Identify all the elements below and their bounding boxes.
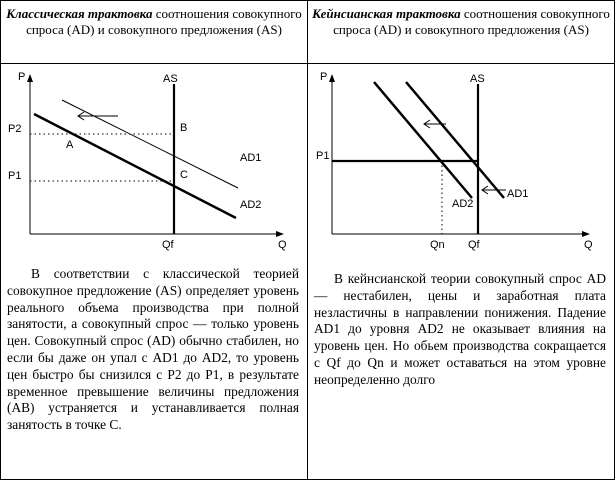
left-body-text: В соответствии с классической теорией совокупное предложение (AS) определяет уровень реального объема производства при полной занятости, а совокупный спрос — только уровень цен. Совокупный спрос (AD) обычно стабилен, но если бы даже он упал с AD1 до AD2, то уровень цен быстро бы снизился с P2 до P1, в результате временное превышение величины предложения (AB) устраняется и устанавливается полная занятость в точке С.	[7, 266, 299, 433]
label-q: Q	[278, 239, 287, 251]
right-heading-bold: Кейнсианская трактовка	[312, 6, 461, 21]
label-as: AS	[470, 73, 485, 85]
x-axis-arrow	[276, 231, 284, 237]
ad2-curve	[374, 82, 472, 198]
label-as: AS	[163, 73, 178, 85]
label-p2: P2	[8, 123, 22, 135]
ad1-curve	[406, 82, 504, 198]
left-heading	[4, 6, 304, 37]
label-c: C	[180, 169, 188, 181]
label-p1: P1	[316, 150, 330, 162]
left-heading-rest: соотношения совокупного спроса (AD) и совокупного предложения (AS)	[26, 6, 302, 37]
label-p1: P1	[8, 170, 22, 182]
right-body-text: В кейнсианской теории совокупный спрос AD — нестабилен, цены и заработная плата незластичны в направлении понижения. Падение AD1 до уровня AD2 не оказывает влияния на уровень цен. Но обьем производства сокращается с Qf до Qn и может оставаться на этом уровне неопределенно долго	[314, 271, 606, 387]
label-p: P	[320, 71, 328, 83]
label-ad2: AD2	[452, 198, 474, 210]
label-q: Q	[584, 239, 593, 251]
right-heading	[310, 6, 612, 37]
label-p: P	[18, 71, 26, 83]
left-heading-bold: Классическая трактовка	[6, 6, 153, 21]
x-axis-arrow	[582, 231, 590, 237]
label-b: B	[180, 122, 188, 134]
label-a: A	[66, 139, 74, 151]
classical-graph	[0, 64, 307, 264]
y-axis-arrow	[329, 74, 335, 82]
label-qf: Qf	[162, 239, 174, 251]
label-qf: Qf	[468, 239, 480, 251]
keynesian-graph	[308, 64, 615, 264]
label-ad2: AD2	[240, 199, 262, 211]
label-qn: Qn	[430, 239, 445, 251]
label-ad1: AD1	[240, 152, 262, 164]
right-heading-rest: соотношения совокупного спроса (AD) и совокупного предложения (AS)	[333, 6, 610, 37]
ad2-curve	[34, 114, 236, 218]
label-ad1: AD1	[507, 188, 529, 200]
y-axis-arrow	[27, 74, 33, 82]
